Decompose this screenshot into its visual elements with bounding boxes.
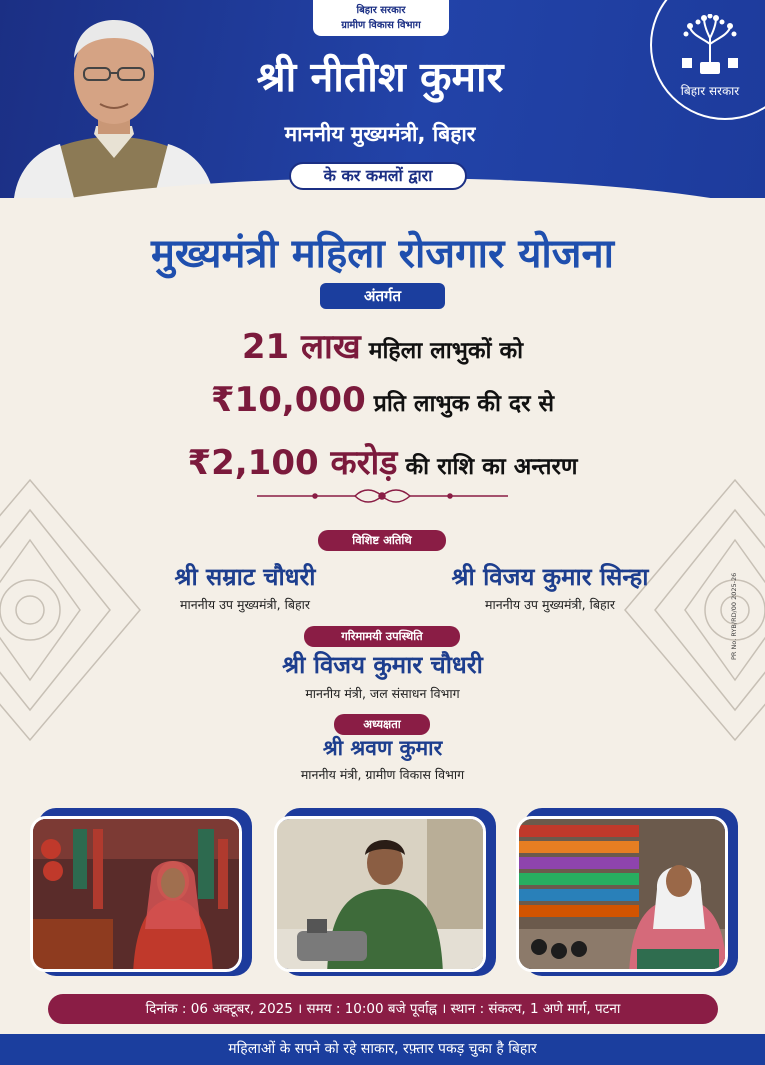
total-transfer-text: की राशि का अन्तरण <box>405 454 578 480</box>
woman-tailor-photo <box>274 816 486 972</box>
guest-2-name: श्री विजय कुमार सिन्हा <box>451 563 649 591</box>
photo-frame-1 <box>30 808 248 978</box>
photo-frame-3 <box>516 808 734 978</box>
amount-per-beneficiary-line <box>60 380 705 420</box>
photo-illustration-3 <box>519 819 728 972</box>
amount-per-beneficiary-text: प्रति लाभुक की दर से <box>373 391 555 417</box>
total-transfer-amount: ₹2,100 करोड़ <box>187 443 398 483</box>
chief-minister-title: माननीय मुख्यमंत्री, बिहार <box>284 122 476 146</box>
by-hands-pill: के कर कमलों द्वारा <box>289 162 467 190</box>
logo-caption: बिहार सरकार <box>680 84 740 98</box>
beneficiaries-line <box>60 322 705 368</box>
special-guest-badge: विशिष्ट अतिथि <box>318 530 446 551</box>
release-number: PR No. RYB/RD/00 2025-26 <box>730 572 738 660</box>
department-line-2: ग्रामीण विकास विभाग <box>341 20 421 31</box>
presiding-name: श्री श्रवण कुमार <box>322 736 443 760</box>
amount-per-beneficiary: ₹10,000 <box>210 380 366 420</box>
bihar-govt-logo-icon <box>680 14 740 76</box>
scheme-title: मुख्यमंत्री महिला रोजगार योजना <box>150 231 615 277</box>
guest-1-name: श्री सम्राट चौधरी <box>174 563 316 591</box>
presiding-role: माननीय मंत्री, ग्रामीण विकास विभाग <box>300 767 465 782</box>
ornamental-divider <box>255 486 510 506</box>
woman-vendor-photo-1 <box>30 816 242 972</box>
beneficiaries-count: 21 लाख <box>241 327 361 367</box>
woman-bangle-seller-photo <box>516 816 728 972</box>
presence-guest-name: श्री विजय कुमार चौधरी <box>282 651 483 679</box>
event-details-bar: दिनांक : 06 अक्टूबर, 2025 । समय : 10:00 बजे पूर्वाह्न । स्थान : संकल्प, 1 अणे मार्ग, पटना <box>48 994 718 1024</box>
presence-guest-role: माननीय मंत्री, जल संसाधन विभाग <box>305 686 460 701</box>
slogan-bar: महिलाओं के सपने को रहे साकार, रफ़्तार पकड़ चुका है बिहार <box>0 1034 765 1065</box>
guest-2-role: माननीय उप मुख्यमंत्री, बिहार <box>485 597 615 612</box>
chief-minister-name: श्री नीतीश कुमार <box>256 53 504 101</box>
photo-illustration-2 <box>277 819 486 972</box>
dignified-presence-badge: गरिमामयी उपस्थिति <box>304 626 460 647</box>
beneficiaries-text: महिला लाभुकों को <box>368 338 524 364</box>
photo-frame-2 <box>274 808 492 978</box>
photo-illustration-1 <box>33 819 242 972</box>
department-tag <box>313 0 449 36</box>
presiding-badge: अध्यक्षता <box>334 714 430 735</box>
guest-1-role: माननीय उप मुख्यमंत्री, बिहार <box>180 597 310 612</box>
department-line-1: बिहार सरकार <box>356 5 406 16</box>
under-badge: अंतर्गत <box>320 283 445 309</box>
total-transfer-line <box>60 438 705 484</box>
chief-minister-portrait <box>14 8 214 198</box>
